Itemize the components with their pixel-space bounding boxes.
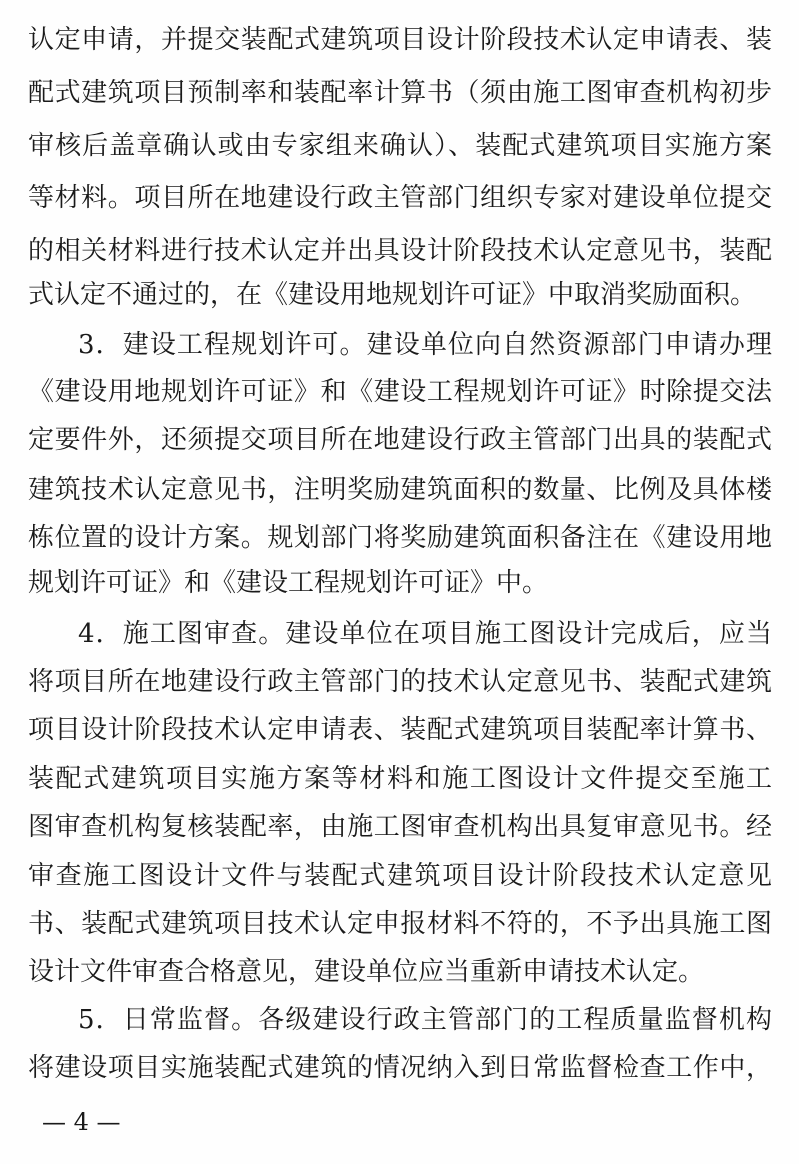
text-line: 建筑技术认定意见书，注明奖励建筑面积的数量、比例及具体楼 [28, 475, 772, 505]
text-line: 规划许可证》和《建设工程规划许可证》中。 [28, 568, 549, 598]
text-line: 《建设用地规划许可证》和《建设工程规划许可证》时除提交法 [28, 377, 772, 407]
paragraph-start-line: 4．施工图审查。建设单位在项目施工图设计完成后，应当 [78, 619, 772, 649]
text-line: 装配式建筑项目实施方案等材料和施工图设计文件提交至施工 [28, 764, 772, 794]
paragraph-start-line: 3．建设工程规划许可。建设单位向自然资源部门申请办理 [78, 330, 772, 360]
text-line: 等材料。项目所在地建设行政主管部门组织专家对建设单位提交 [28, 183, 772, 213]
paragraph-start-line: 5．日常监督。各级建设行政主管部门的工程质量监督机构 [78, 1005, 772, 1035]
text-line: 将建设项目实施装配式建筑的情况纳入到日常监督检查工作中， [28, 1053, 772, 1083]
text-line: 配式建筑项目预制率和装配率计算书（须由施工图审查机构初步 [28, 78, 772, 108]
text-line: 书、装配式建筑项目技术认定申报材料不符的，不予出具施工图 [28, 909, 772, 939]
text-line: 审查施工图设计文件与装配式建筑项目设计阶段技术认定意见 [28, 861, 772, 891]
text-line: 设计文件审查合格意见，建设单位应当重新申请技术认定。 [28, 957, 705, 987]
text-line: 项目设计阶段技术认定申请表、装配式建筑项目装配率计算书、 [28, 715, 772, 745]
text-line: 的相关材料进行技术认定并出具设计阶段技术认定意见书，装配 [28, 236, 772, 266]
text-line: 认定申请，并提交装配式建筑项目设计阶段技术认定申请表、装 [28, 25, 772, 55]
text-line: 定要件外，还须提交项目所在地建设行政主管部门出具的装配式 [28, 425, 772, 455]
text-line: 图审查机构复核装配率，由施工图审查机构出具复审意见书。经 [28, 812, 772, 842]
text-line: 审核后盖章确认或由专家组来确认）、装配式建筑项目实施方案 [28, 131, 772, 161]
text-line: 栋位置的设计方案。规划部门将奖励建筑面积备注在《建设用地 [28, 523, 772, 553]
page-number: — 4 — [42, 1108, 121, 1136]
text-line: 将项目所在地建设行政主管部门的技术认定意见书、装配式建筑 [28, 667, 772, 697]
text-line: 式认定不通过的，在《建设用地规划许可证》中取消奖励面积。 [28, 280, 757, 310]
